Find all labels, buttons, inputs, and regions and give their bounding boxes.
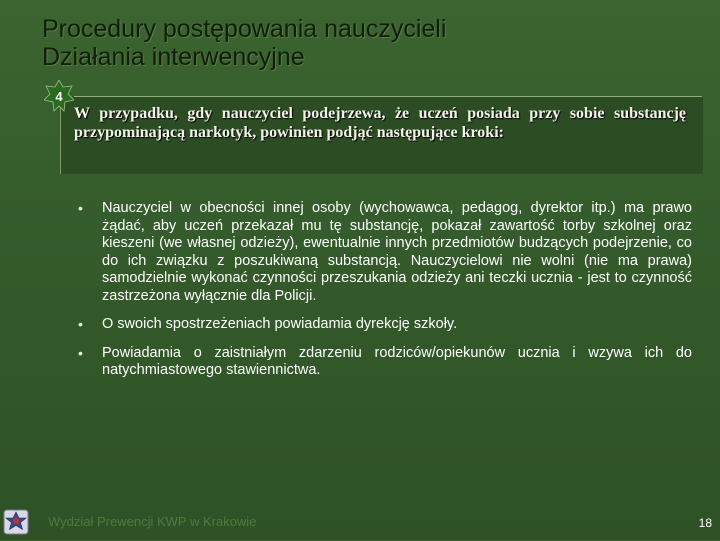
bullet-marker: • — [78, 316, 83, 332]
bullet-list — [78, 200, 692, 391]
slide-subtitle: Działania interwencyjne — [42, 43, 305, 71]
bullet-marker: • — [78, 344, 83, 361]
list-item-text: Powiadamia o zaistniałym zdarzeniu rodziców/opiekunów ucznia i wzywa ich do natychmiastowego stawiennictwa. — [102, 344, 692, 378]
page-number: 18 — [698, 516, 712, 530]
list-item — [78, 200, 692, 305]
step-number-badge — [44, 80, 74, 114]
slide-title: Procedury postępowania nauczycieli — [42, 15, 447, 43]
callout-text: W przypadku, gdy nauczyciel podejrzewa, że uczeń posiada przy sobie substancję przypominającą narkotyk, powinien podjąć następujące kroki: — [74, 105, 686, 141]
footer-organization: Wydział Prewencji KWP w Krakowie — [48, 514, 257, 529]
bullet-marker: • — [78, 200, 83, 216]
police-emblem-icon — [2, 508, 30, 536]
slide-header — [42, 15, 446, 71]
list-item-text: O swoich spostrzeżeniach powiadamia dyrekcję szkoły. — [102, 316, 458, 332]
step-number: 4 — [55, 89, 63, 104]
list-item-text: Nauczyciel w obecności innej osoby (wychowawca, pedagog, dyrektor itp.) ma prawo żądać, aby uczeń przekazał mu tę substancję, pokazał zawartość torby szkolnej oraz kieszeni (we własnej odzieży), ewentualnie innych przedmiotów budzących podejrzenie, co do ich związku z poszukiwaną substancją. Nauczycielowi nie wolni (nie ma prawa) samodzielnie wykonać czynności przeszukania odzieży ani teczki ucznia - jest to czynność zastrzeżona wyłącznie dla Policji. — [102, 200, 692, 304]
list-item — [78, 316, 692, 334]
list-item — [78, 345, 692, 380]
